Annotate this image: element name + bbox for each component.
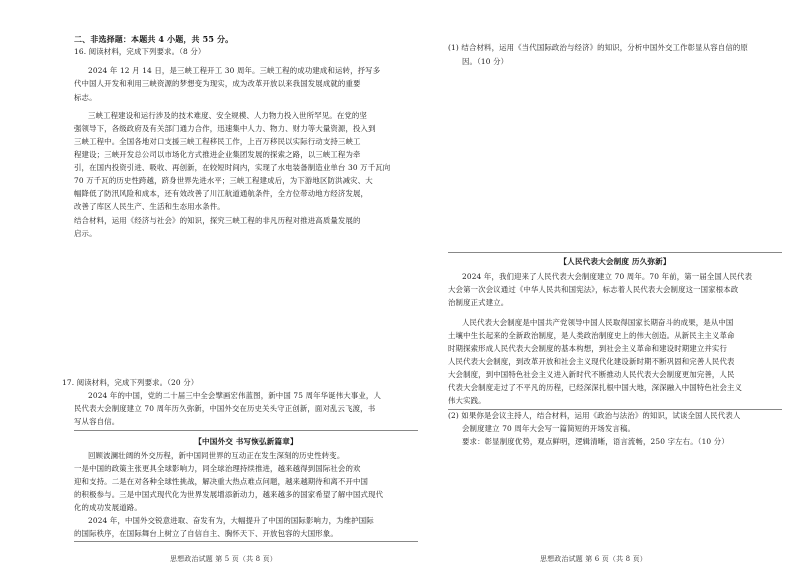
section-heading: 二、非选择题：本题共 4 小题，共 55 分。 bbox=[74, 34, 234, 44]
q16-material-line: 幅降低了防汛风险和成本，还有效改善了川江航道通航条件，全方位带动地方经济发展， bbox=[74, 189, 369, 198]
npc-box-line: 土壤中生长起来的全新政治制度，是人类政治制度史上的伟大创造。从新民主主义革命 bbox=[448, 331, 735, 340]
left-page-footer: 思想政治试题 第 5 页（共 8 页） bbox=[170, 555, 277, 563]
diplomacy-box-line: 的积极参与。三是中国式现代化为世界发展增添新动力，越来越多的国家希望了解中国式现代 bbox=[74, 490, 384, 499]
box-top-rule bbox=[448, 252, 782, 253]
npc-box-line: 人民代表大会制度，到改革开放和社会主义现代化建设新时期不断巩固和完善人民代表 bbox=[448, 357, 735, 366]
npc-box-line: 2024 年，我们迎来了人民代表大会制度建立 70 周年。70 年前，第一届全国人民代表 bbox=[462, 272, 753, 281]
diplomacy-box-title: 【中国外交 书写恢弘新篇章】 bbox=[194, 437, 298, 446]
q16-material-line: 改善了库区人民生产、生活和生态用水条件。 bbox=[74, 202, 225, 211]
q17-intro-line: 写从容自信。 bbox=[74, 417, 120, 426]
diplomacy-box-line: 化的成功发展道路。 bbox=[74, 503, 142, 512]
q17-intro-line: 民代表大会制度建立 70 周年历久弥新，中国外交在历史关头守正创新，面对乱云飞渡，书 bbox=[74, 404, 376, 413]
box-top-rule bbox=[74, 430, 418, 431]
q16-material-line: 2024 年 12 月 14 日，是三峡工程开工 30 周年。三峡工程的成功建成和运转，抒写多 bbox=[88, 66, 381, 75]
diplomacy-box-line: 迎和支持。二是在对各种全球性挑战，解决重大热点难点问题，越来越期待和离不开中国 bbox=[74, 477, 369, 486]
npc-box-line: 治制度正式建立。 bbox=[448, 298, 509, 307]
npc-box-line: 大会第一次会议通过《中华人民共和国宪法》，标志着人民代表大会制度这一国家根本政 bbox=[448, 285, 739, 294]
q16-question: 结合材料，运用《经济与社会》的知识，探究三峡工程的非凡历程对推进高质量发展的 bbox=[74, 216, 361, 225]
right-page bbox=[448, 0, 782, 579]
npc-box-line: 大会制度，到中国特色社会主义进入新时代不断推动人民代表大会制度更加完善，人民 bbox=[448, 370, 735, 379]
npc-box-title: 【人民代表大会制度 历久弥新】 bbox=[559, 257, 671, 266]
diplomacy-box-line: 一是中国的政策主张更具全球影响力，同全球治理持续推进，越来越得到国际社会的欢 bbox=[74, 464, 361, 473]
npc-box-line: 代表大会制度走过了不平凡的历程，已经深深扎根中国大地，深深融入中国特色社会主义 bbox=[448, 383, 743, 392]
q16-material-line: 三峡工程建设和运行涉及的技术难度、安全规模、人力物力投入世所罕见。在党的坚 bbox=[88, 111, 368, 120]
right-page-footer: 思想政治试题 第 6 页（共 8 页） bbox=[540, 555, 647, 563]
diplomacy-box-line: 2024 年，中国外交锐意进取、奋发有为，大幅提升了中国的国际影响力，为维护国际 bbox=[88, 516, 374, 525]
q16-material-line: 代中国人开发和利用三峡资源的梦想变为现实，成为改革开放以来我国发展成就的重要 bbox=[74, 79, 361, 88]
q16-material-line: 三峡工程中。全国各地对口支援三峡工程移民工作，上百万移民以实际行动支持三峡工 bbox=[74, 137, 361, 146]
box-bottom-rule bbox=[448, 409, 782, 410]
q17-part1-line: (1) 结合材料，运用《当代国际政治与经济》的知识，分析中国外交工作彰显从容自信的原 bbox=[448, 43, 748, 52]
diplomacy-box-line: 的国际秩序，在国际舞台上树立了自信自主、胸怀天下、开放包容的大国形象。 bbox=[74, 529, 338, 538]
q16-material-line: 强领导下，各级政府及有关部门通力合作，迅速集中人力、物力、财力等大量资源，投入到 bbox=[74, 124, 376, 133]
q17-part2-line: (2) 如果你是会议主持人，结合材料，运用《政治与法治》的知识，试谈全国人民代表人 bbox=[448, 411, 741, 420]
npc-box-line: 时期探索形成人民代表大会制度的基本构想，到社会主义革命和建设时期建立并实行 bbox=[448, 344, 728, 353]
q16-material-line: 标志。 bbox=[74, 93, 97, 102]
q17-intro-line: 2024 年的中国，党的二十届三中全会擘画宏伟蓝图，新中国 75 周年华诞伟大事业，人 bbox=[88, 391, 381, 400]
q17-part1-line: 因。（10 分） bbox=[462, 57, 509, 66]
q17-prompt: 17. 阅读材料，完成下列要求。（20 分） bbox=[62, 378, 199, 387]
npc-box-line: 伟大实践。 bbox=[448, 396, 486, 405]
box-bottom-rule bbox=[74, 541, 418, 542]
left-page bbox=[62, 0, 418, 579]
q16-material-line: 引，在国内投资引进、吸收、再创新，在较短时间内，实现了水电装备制造业单台 30 万千瓦向 bbox=[74, 163, 391, 172]
q16-question: 启示。 bbox=[74, 229, 97, 238]
q17-part2-line: 会制度建立 70 周年大会写一篇简短的开场发言稿。 bbox=[462, 424, 636, 433]
q16-material-line: 程建设；三峡开发总公司以市场化方式推进企业集团发展的探索之路，以三峡工程为牵 bbox=[74, 150, 361, 159]
q16-material-line: 70 万千瓦的历史性跨越，跻身世界先进水平；三峡工程建成后，为下游地区防洪减灾、大 bbox=[74, 176, 373, 185]
diplomacy-box-line: 回顾波澜壮阔的外交历程，新中国同世界的互动正在发生深刻的历史性转变。 bbox=[88, 451, 345, 460]
q17-part2-line: 要求：彰显制度优势，观点鲜明，逻辑清晰，语言流畅，250 字左右。（10 分） bbox=[462, 437, 729, 446]
npc-box-line: 人民代表大会制度是中国共产党领导中国人民取得国家长期奋斗的成果，是从中国 bbox=[462, 318, 734, 327]
q16-prompt: 16. 阅读材料，完成下列要求。（8 分） bbox=[74, 47, 206, 56]
